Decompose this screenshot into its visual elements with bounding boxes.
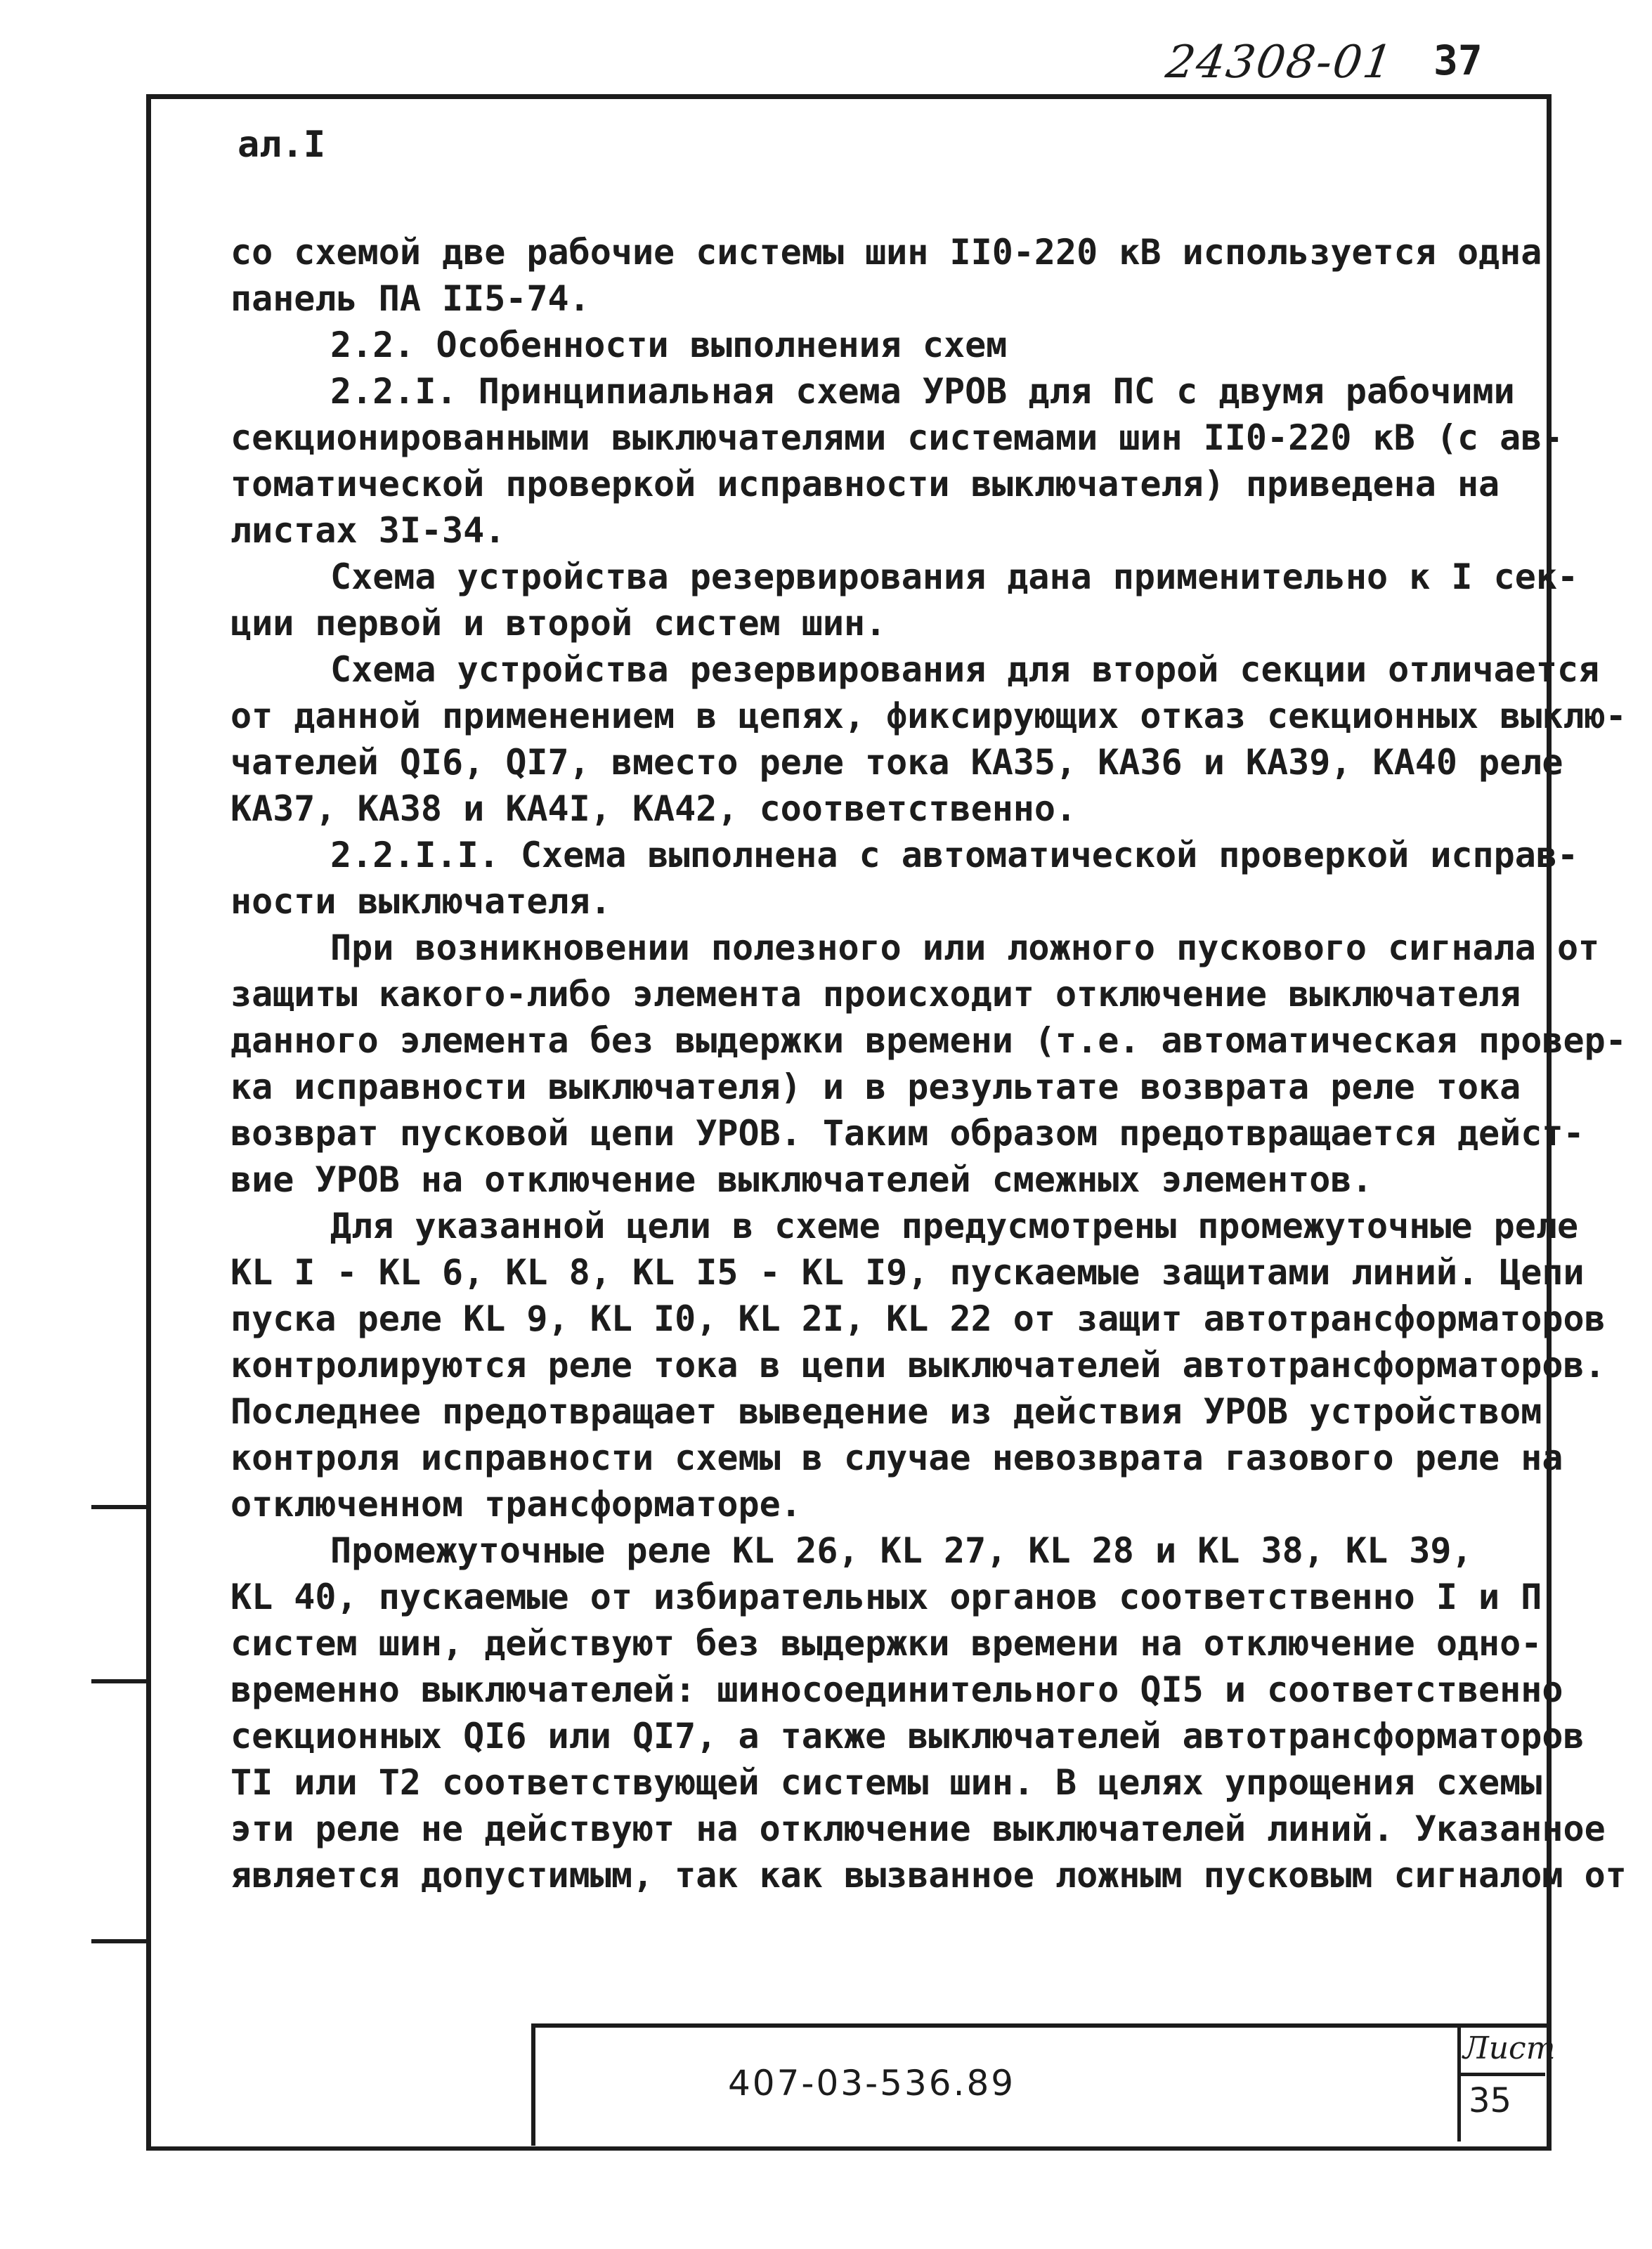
text-line: является допустимым, так как вызванное ложным пусковым сигналом от [230,1855,1627,1896]
text-line: 2.2.I. Принципиальная схема УРОВ для ПС с двумя рабочими [330,371,1515,412]
text-line: со схемой две рабочие системы шин II0-220 кВ используется одна [230,232,1542,273]
text-line: KL 40, пускаемые от избирательных органов соответственно I и П [230,1577,1542,1617]
text-line: томатической проверкой исправности выключателя) приведена на [230,464,1500,504]
text-line: данного элемента без выдержки времени (т.е. автоматическая провер- [230,1020,1627,1061]
text-line: TI или T2 соответствующей системы шин. В целях упрощения схемы [230,1762,1542,1803]
text-line: от данной применением в цепях, фиксирующих отказ секционных выклю- [230,696,1627,736]
binding-mark [91,1939,151,1943]
title-block [531,2023,1552,2146]
text-line: панель ПА II5-74. [230,278,590,319]
text-line: КА37, КА38 и КА4I, КА42, соответственно. [230,788,1077,829]
document-code: 407-03-536.89 [728,2063,1016,2104]
text-line: 2.2.I.I. Схема выполнена с автоматической проверкой исправ- [330,835,1579,875]
text-line: контролируются реле тока в цепи выключателей автотрансформаторов. [230,1345,1606,1386]
binding-mark [91,1679,151,1683]
text-line: 2.2. Особенности выполнения схем [330,325,1008,365]
text-line: Последнее предотвращает выведение из действия УРОВ устройством [230,1391,1542,1432]
album-label: ал.I [238,124,326,166]
text-line: временно выключателей: шиносоединительного QI5 и соответственно [230,1669,1563,1710]
text-line: ка исправности выключателя) и в результате возврата реле тока [230,1067,1521,1107]
text-line: KL I - KL 6, KL 8, KL I5 - KL I9, пускаемые защитами линий. Цепи [230,1252,1585,1293]
document-body [230,229,1627,1898]
text-line: При возникновении полезного или ложного пускового сигнала от [330,927,1600,968]
text-line: чателей QI6, QI7, вместо реле тока КА35, КА36 и КА39, КА40 реле [230,742,1563,783]
text-line: секционированными выключателями системами шин II0-220 кВ (с ав- [230,417,1563,458]
text-line: ности выключателя. [230,881,611,922]
handwritten-archive-code: 24308-01 [1162,37,1397,89]
text-line: Схема устройства резервирования дана применительно к I сек- [330,556,1579,597]
text-line: листах 3I-34. [230,510,506,551]
text-line: контроля исправности схемы в случае невозврата газового реле на [230,1438,1563,1478]
text-line: пуска реле KL 9, KL I0, KL 2I, KL 22 от защит автотрансформаторов [230,1298,1606,1339]
page-number: 37 [1433,37,1483,84]
binding-mark [91,1505,151,1509]
sheet-cell-divider [1457,2073,1545,2076]
sheet-label: Лист [1463,2030,1556,2066]
sheet-number: 35 [1469,2081,1512,2120]
text-line: вие УРОВ на отключение выключателей смежных элементов. [230,1159,1373,1200]
text-line: ции первой и второй систем шин. [230,603,887,644]
text-line: возврат пусковой цепи УРОВ. Таким образом предотвращается дейст- [230,1113,1585,1154]
text-line: систем шин, действуют без выдержки времени на отключение одно- [230,1623,1542,1664]
text-line: Промежуточные реле KL 26, KL 27, KL 28 и KL 38, KL 39, [330,1530,1473,1571]
text-line: Схема устройства резервирования для второй секции отличается [330,649,1600,690]
text-line: эти реле не действуют на отключение выключателей линий. Указанное [230,1808,1606,1849]
text-line: секционных QI6 или QI7, а также выключателей автотрансформаторов [230,1716,1585,1756]
text-line: отключенном трансформаторе. [230,1484,802,1525]
text-line: Для указанной цели в схеме предусмотрены промежуточные реле [330,1206,1579,1246]
text-line: защиты какого-либо элемента происходит отключение выключателя [230,974,1521,1015]
